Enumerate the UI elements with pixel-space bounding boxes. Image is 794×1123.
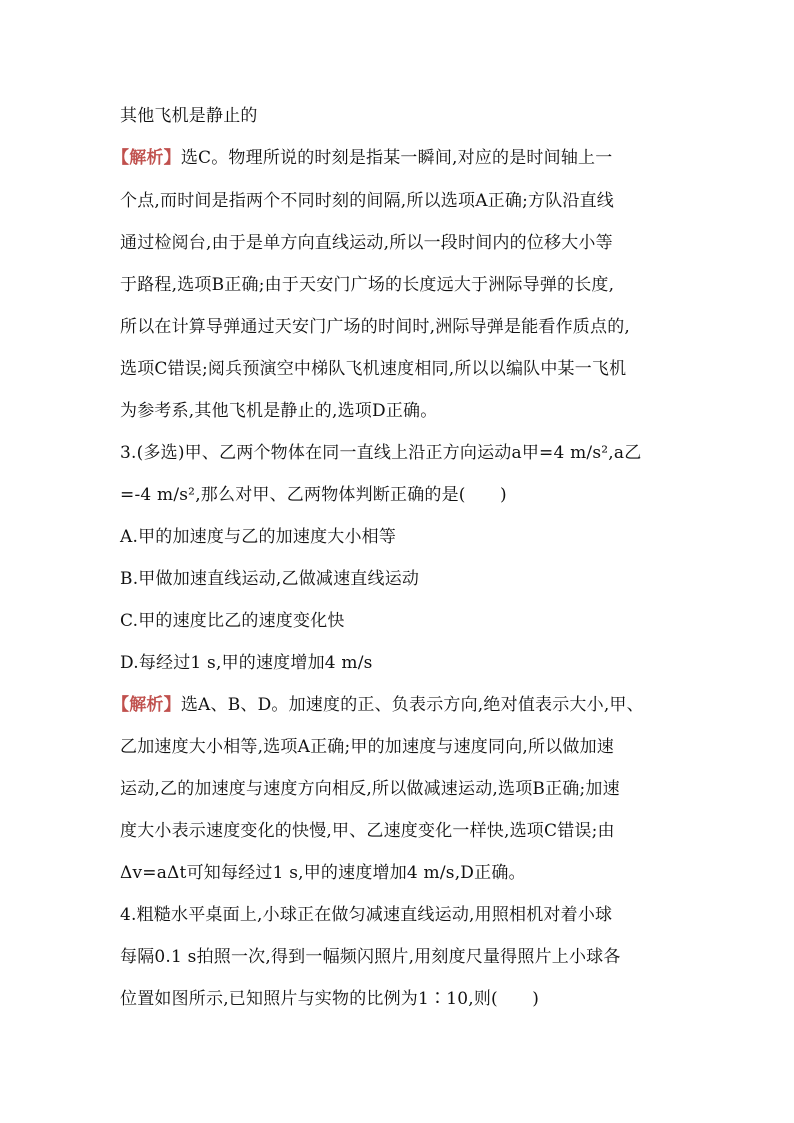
question-4-stem: 每隔0.1 s拍照一次,得到一幅频闪照片,用刻度尺量得照片上小球各 (120, 947, 621, 967)
text-line: 度大小表示速度变化的快慢,甲、乙速度变化一样快,选项C错误;由 (120, 821, 615, 841)
analysis-tag: 【解析】 (112, 148, 181, 168)
option-b: B.甲做加速直线运动,乙做减速直线运动 (120, 569, 420, 589)
text-line: 选C。物理所说的时刻是指某一瞬间,对应的是时间轴上一 (180, 148, 613, 168)
text-line: 选项C错误;阅兵预演空中梯队飞机速度相同,所以以编队中某一飞机 (120, 359, 627, 379)
option-c: C.甲的速度比乙的速度变化快 (120, 611, 345, 631)
analysis-paragraph-line (112, 146, 672, 170)
option-a: A.甲的加速度与乙的加速度大小相等 (120, 527, 397, 547)
text-line: Δv=aΔt可知每经过1 s,甲的速度增加4 m/s,D正确。 (120, 863, 526, 883)
text-line: 运动,乙的加速度与速度方向相反,所以做减速运动,选项B正确;加速 (120, 779, 620, 799)
text-line: 其他飞机是静止的 (120, 106, 258, 126)
text-line: 个点,而时间是指两个不同时刻的间隔,所以选项A正确;方队沿直线 (120, 191, 615, 211)
question-3-stem: 3.(多选)甲、乙两个物体在同一直线上沿正方向运动a甲=4 m/s²,a乙 (120, 443, 642, 463)
text-line: 乙加速度大小相等,选项A正确;甲的加速度与速度同向,所以做加速 (120, 737, 615, 757)
text-line: 为参考系,其他飞机是静止的,选项D正确。 (120, 401, 438, 421)
text-line: 所以在计算导弹通过天安门广场的时间时,洲际导弹是能看作质点的, (120, 317, 631, 337)
option-d: D.每经过1 s,甲的速度增加4 m/s (120, 653, 373, 673)
text-line: 选A、B、D。加速度的正、负表示方向,绝对值表示大小,甲、 (180, 695, 644, 715)
analysis-tag: 【解析】 (112, 695, 181, 715)
analysis-paragraph-line (112, 693, 672, 717)
question-3-stem: =-4 m/s²,那么对甲、乙两物体判断正确的是( ) (120, 485, 507, 505)
text-line: 于路程,选项B正确;由于天安门广场的长度远大于洲际导弹的长度, (120, 275, 615, 295)
text-line: 通过检阅台,由于是单方向直线运动,所以一段时间内的位移大小等 (120, 233, 613, 253)
question-4-stem: 4.粗糙水平桌面上,小球正在做匀减速直线运动,用照相机对着小球 (120, 905, 613, 925)
question-4-stem: 位置如图所示,已知照片与实物的比例为1∶10,则( ) (120, 989, 540, 1009)
